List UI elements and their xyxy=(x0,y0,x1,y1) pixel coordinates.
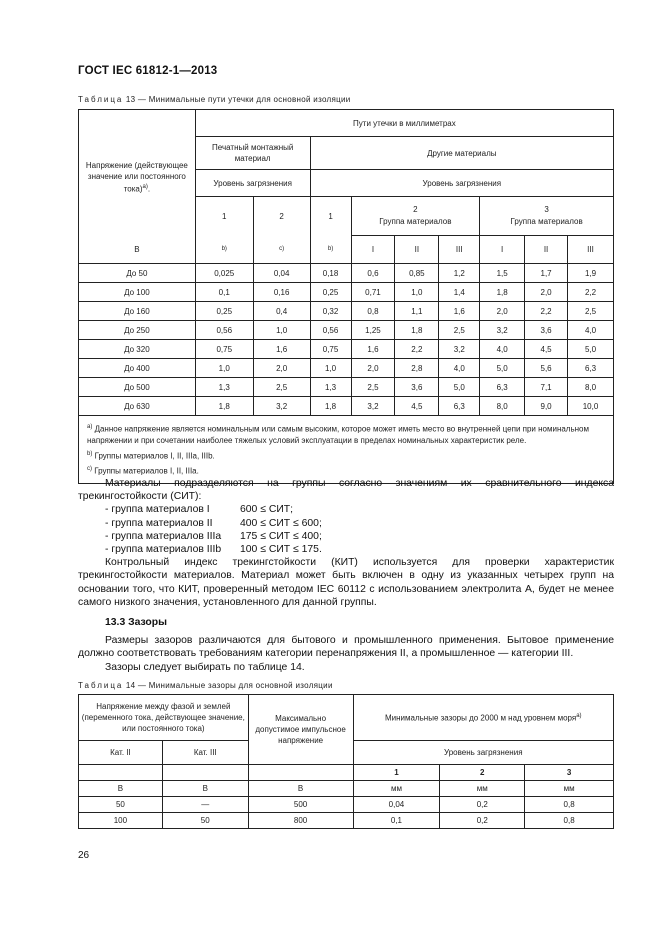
document-header: ГОСТ IEC 61812-1—2013 xyxy=(78,65,218,77)
pollution-label-other: Уровень загрязнения xyxy=(310,170,613,197)
table-cell: 0,04 xyxy=(353,797,440,813)
level-2-group: 2 Группа материалов xyxy=(351,197,480,236)
creepage-value-cell: 1,8 xyxy=(480,283,525,302)
creepage-value-cell: 3,2 xyxy=(480,321,525,340)
table-row xyxy=(79,264,614,283)
creepage-value-cell: 2,0 xyxy=(480,302,525,321)
creepage-value-cell: 3,6 xyxy=(395,378,439,397)
creepage-value-cell: 1,8 xyxy=(310,397,351,416)
paragraph: Контрольный индекс трекингстойкости (КИТ) используется для проверки характеристик трекингостойкости материалов. Материал может быть включен в одну из указанных четырех групп на основании того, что КИТ, проверенный методом IEC 60112 с использованием электролита А, будет не менее самого низкого значения, установленного для данной группы. xyxy=(78,557,614,608)
creepage-value-cell: 9,0 xyxy=(525,397,568,416)
voltage-cell: До 500 xyxy=(79,378,196,397)
body-text-block xyxy=(78,477,614,674)
level-2-pcb: 2 xyxy=(253,197,310,236)
creepage-value-cell: 1,8 xyxy=(195,397,253,416)
unit-cell: мм xyxy=(353,781,440,797)
pollution-level-header: Уровень загрязнения xyxy=(353,741,613,765)
pollution-label-pcb: Уровень загрязнения xyxy=(195,170,310,197)
paragraph: Зазоры следует выбирать по таблице 14. xyxy=(105,661,305,673)
level-1-other: 1 xyxy=(310,197,351,236)
creepage-value-cell: 1,8 xyxy=(395,321,439,340)
group-label: II xyxy=(525,236,568,264)
creepage-value-cell: 0,32 xyxy=(310,302,351,321)
caption-prefix: Таблица xyxy=(78,681,124,690)
paragraph: Размеры зазоров различаются для бытового и промышленного применения. Бытовое применение должно соответствовать требованиям категории перенапряжения II, а промышленное — категории III. xyxy=(78,635,614,660)
paragraph: Материалы подразделяются на группы согласно значениям их сравнительного индекса трекингостойкости (СИТ): xyxy=(78,478,614,503)
list-item: - группа материалов I 600 ≤ СИТ; xyxy=(105,504,294,516)
clearance-header: Минимальные зазоры до 2000 м над уровнем моря$^{а)}$ xyxy=(353,695,613,741)
table-row xyxy=(79,321,614,340)
creepage-value-cell: 2,8 xyxy=(395,359,439,378)
list-item: - группа материалов II 400 ≤ СИТ ≤ 600; xyxy=(105,517,322,529)
creepage-value-cell: 0,25 xyxy=(310,283,351,302)
table-cell: 800 xyxy=(248,813,353,829)
footnote-ref-b: b) xyxy=(310,236,351,264)
table-cell: 0,1 xyxy=(353,813,440,829)
unit-cell: В xyxy=(79,781,163,797)
creepage-value-cell: 8,0 xyxy=(568,378,614,397)
creepage-value-cell: 1,6 xyxy=(439,302,480,321)
creepage-value-cell: 1,0 xyxy=(310,359,351,378)
creepage-value-cell: 2,0 xyxy=(351,359,395,378)
table-row xyxy=(79,378,614,397)
pollution-level: 3 xyxy=(525,765,614,781)
creepage-value-cell: 3,6 xyxy=(525,321,568,340)
group-label: III xyxy=(568,236,614,264)
table-row xyxy=(79,813,614,829)
creepage-value-cell: 1,2 xyxy=(439,264,480,283)
voltage-cell: До 100 xyxy=(79,283,196,302)
list-item: - группа материалов IIIb 100 ≤ СИТ ≤ 175. xyxy=(105,544,322,556)
table-row xyxy=(79,340,614,359)
creepage-value-cell: 3,2 xyxy=(439,340,480,359)
creepage-value-cell: 4,0 xyxy=(480,340,525,359)
creepage-value-cell: 5,0 xyxy=(568,340,614,359)
creepage-value-cell: 1,4 xyxy=(439,283,480,302)
section-heading: 13.3 Зазоры xyxy=(105,617,167,629)
creepage-value-cell: 1,7 xyxy=(525,264,568,283)
creepage-value-cell: 2,2 xyxy=(395,340,439,359)
creepage-value-cell: 6,3 xyxy=(568,359,614,378)
page-number: 26 xyxy=(78,850,90,861)
creepage-value-cell: 0,025 xyxy=(195,264,253,283)
creepage-value-cell: 0,85 xyxy=(395,264,439,283)
group-label: III xyxy=(439,236,480,264)
voltage-cell: До 50 xyxy=(79,264,196,283)
creepage-value-cell: 4,0 xyxy=(439,359,480,378)
creepage-value-cell: 0,04 xyxy=(253,264,310,283)
creepage-value-cell: 2,5 xyxy=(439,321,480,340)
table-row xyxy=(79,397,614,416)
clearance-table-body xyxy=(79,797,614,829)
creepage-value-cell: 5,6 xyxy=(525,359,568,378)
footnote-c: $^{c)}$ Группы материалов I, II, IIIa. xyxy=(87,466,199,476)
creepage-table xyxy=(78,109,614,484)
creepage-value-cell: 0,18 xyxy=(310,264,351,283)
phase-voltage-header: Напряжение между фазой и землей (переменного тока, действующее значение, или постоянного тока) xyxy=(79,695,249,741)
clearance-table xyxy=(78,694,614,829)
creepage-value-cell: 2,0 xyxy=(253,359,310,378)
table-cell: 500 xyxy=(248,797,353,813)
creepage-value-cell: 1,9 xyxy=(568,264,614,283)
table-cell: — xyxy=(162,797,248,813)
creepage-value-cell: 1,3 xyxy=(195,378,253,397)
table-13-caption xyxy=(78,95,351,104)
creepage-value-cell: 4,5 xyxy=(525,340,568,359)
creepage-value-cell: 4,0 xyxy=(568,321,614,340)
group-label: II xyxy=(395,236,439,264)
creepage-value-cell: 0,75 xyxy=(310,340,351,359)
category-ii: Кат. II xyxy=(79,741,163,765)
table-cell: 0,8 xyxy=(525,797,614,813)
creepage-value-cell: 8,0 xyxy=(480,397,525,416)
footnote-ref-c: c) xyxy=(253,236,310,264)
creepage-value-cell: 2,5 xyxy=(568,302,614,321)
footnote-ref-b: b) xyxy=(195,236,253,264)
creepage-value-cell: 2,5 xyxy=(351,378,395,397)
unit-label: В xyxy=(79,236,196,264)
creepage-table-body xyxy=(79,264,614,416)
creepage-value-cell: 0,8 xyxy=(351,302,395,321)
creepage-value-cell: 1,1 xyxy=(395,302,439,321)
table-cell: 0,8 xyxy=(525,813,614,829)
level-3-group: 3 Группа материалов xyxy=(480,197,614,236)
caption-prefix: Таблица xyxy=(78,95,124,104)
voltage-cell: До 320 xyxy=(79,340,196,359)
group-label: I xyxy=(351,236,395,264)
creepage-value-cell: 1,3 xyxy=(310,378,351,397)
caption-text: 13 — Минимальные пути утечки для основной изоляции xyxy=(123,95,351,104)
creepage-value-cell: 0,16 xyxy=(253,283,310,302)
creepage-value-cell: 6,3 xyxy=(480,378,525,397)
creepage-value-cell: 0,25 xyxy=(195,302,253,321)
voltage-header: Напряжение (действующее значение или постоянного тока)$^{а)}$. xyxy=(79,110,196,236)
footnote-b: $^{b)}$ Группы материалов I, II, IIIa, IIIb. xyxy=(87,450,215,461)
creepage-value-cell: 0,75 xyxy=(195,340,253,359)
creepage-value-cell: 3,2 xyxy=(253,397,310,416)
creepage-value-cell: 0,6 xyxy=(351,264,395,283)
table-row xyxy=(79,302,614,321)
creepage-value-cell: 1,5 xyxy=(480,264,525,283)
list-item: - группа материалов IIIa 175 ≤ СИТ ≤ 400; xyxy=(105,530,322,542)
creepage-value-cell: 7,1 xyxy=(525,378,568,397)
pollution-level: 2 xyxy=(440,765,525,781)
group-label: I xyxy=(480,236,525,264)
unit-cell: мм xyxy=(525,781,614,797)
creepage-value-cell: 10,0 xyxy=(568,397,614,416)
creepage-value-cell: 4,5 xyxy=(395,397,439,416)
table-cell: 0,2 xyxy=(440,813,525,829)
level-1-pcb: 1 xyxy=(195,197,253,236)
voltage-cell: До 630 xyxy=(79,397,196,416)
table-cell: 50 xyxy=(79,797,163,813)
creepage-value-cell: 0,4 xyxy=(253,302,310,321)
creepage-value-cell: 1,25 xyxy=(351,321,395,340)
creepage-value-cell: 1,0 xyxy=(253,321,310,340)
creepage-value-cell: 3,2 xyxy=(351,397,395,416)
creepage-value-cell: 1,0 xyxy=(195,359,253,378)
creepage-value-cell: 0,56 xyxy=(195,321,253,340)
table-cell: 50 xyxy=(162,813,248,829)
table-row xyxy=(79,797,614,813)
other-materials-header: Другие материалы xyxy=(310,137,613,170)
impulse-voltage-header: Максимально допустимое импульсное напряжение xyxy=(248,695,353,765)
creepage-header: Пути утечки в миллиметрах xyxy=(195,110,613,137)
pollution-level: 1 xyxy=(353,765,440,781)
creepage-value-cell: 0,1 xyxy=(195,283,253,302)
table-row xyxy=(79,283,614,302)
creepage-value-cell: 5,0 xyxy=(439,378,480,397)
creepage-value-cell: 2,5 xyxy=(253,378,310,397)
creepage-value-cell: 0,56 xyxy=(310,321,351,340)
unit-cell: мм xyxy=(440,781,525,797)
creepage-value-cell: 1,0 xyxy=(395,283,439,302)
creepage-value-cell: 2,0 xyxy=(525,283,568,302)
caption-text: 14 — Минимальные зазоры для основной изоляции xyxy=(123,681,333,690)
creepage-value-cell: 6,3 xyxy=(439,397,480,416)
table-cell: 100 xyxy=(79,813,163,829)
creepage-value-cell: 0,71 xyxy=(351,283,395,302)
table-cell: 0,2 xyxy=(440,797,525,813)
creepage-value-cell: 1,6 xyxy=(351,340,395,359)
creepage-value-cell: 2,2 xyxy=(525,302,568,321)
unit-cell: В xyxy=(248,781,353,797)
table-footnotes xyxy=(79,416,614,484)
voltage-cell: До 250 xyxy=(79,321,196,340)
creepage-value-cell: 1,6 xyxy=(253,340,310,359)
pcb-header: Печатный монтажный материал xyxy=(195,137,310,170)
table-14-caption xyxy=(78,681,333,690)
creepage-value-cell: 5,0 xyxy=(480,359,525,378)
category-iii: Кат. III xyxy=(162,741,248,765)
creepage-value-cell: 2,2 xyxy=(568,283,614,302)
unit-cell: В xyxy=(162,781,248,797)
voltage-cell: До 160 xyxy=(79,302,196,321)
voltage-cell: До 400 xyxy=(79,359,196,378)
table-row xyxy=(79,359,614,378)
footnote-a: $^{a)}$ Данное напряжение является номинальным или самым высоким, которое может иметь место во внутренней цепи при номинальном напряжении и при сочетании наиболее тяжелых условий эксплуатации в пределах номинальных характеристик реле. xyxy=(87,424,590,445)
